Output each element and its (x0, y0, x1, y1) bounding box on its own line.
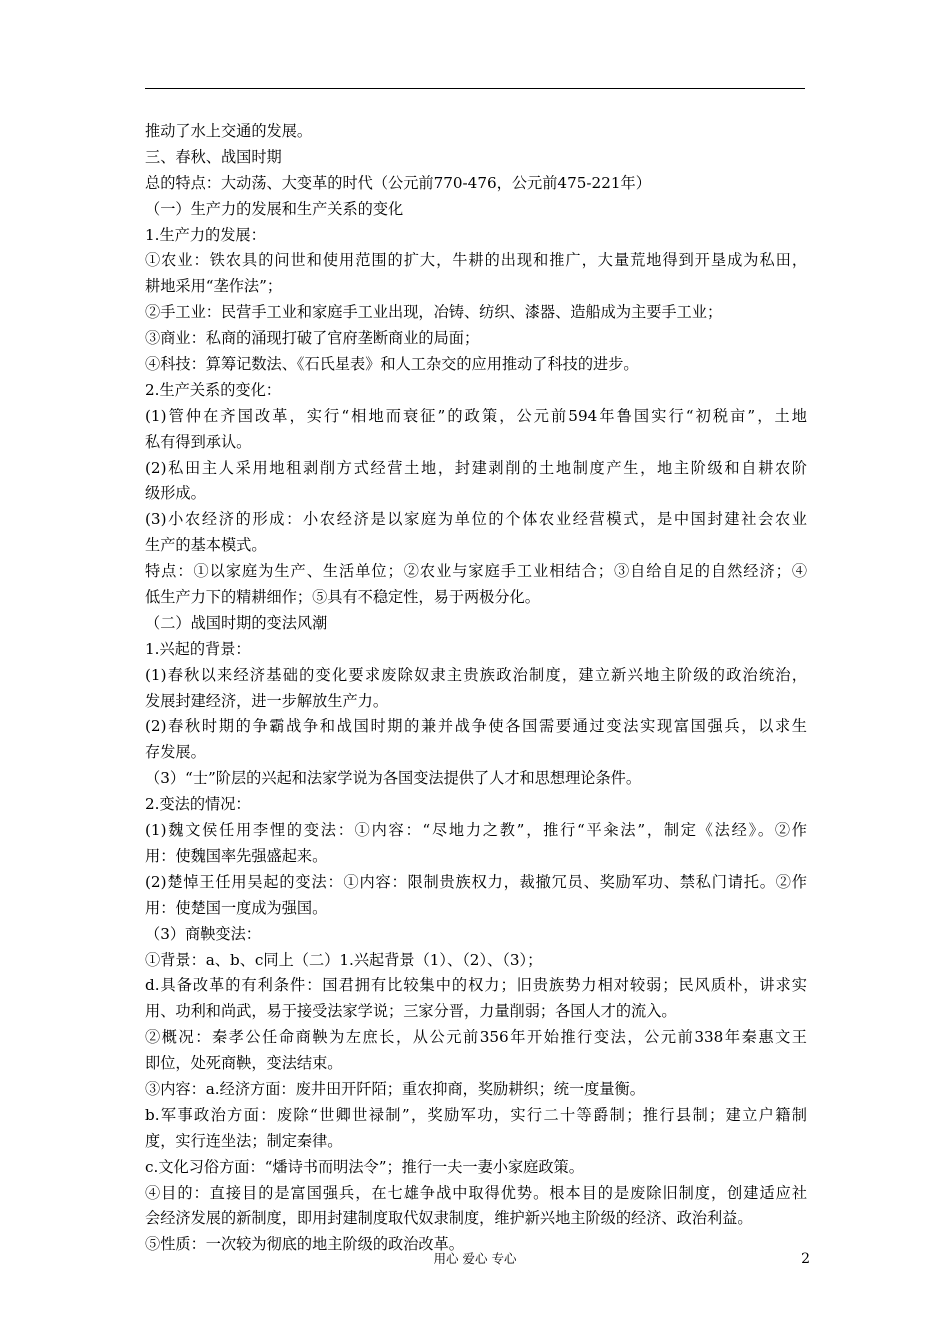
text-line: 度，实行连坐法；制定秦律。 (145, 1131, 343, 1150)
text-line: 生产的基本模式。 (145, 536, 267, 555)
text-line: 级形成。 (145, 484, 206, 503)
text-line: （3）商鞅变法： (145, 924, 261, 943)
text-line: d.具备改革的有利条件：国君拥有比较集中的权力；旧贵族势力相对较弱；民风质朴，讲求实 (145, 976, 807, 995)
text-line: (2)楚悼王任用吴起的变法：①内容：限制贵族权力，裁撤冗员、奖励军功、禁私门请托。②作 (145, 872, 807, 891)
page-footer (0, 1248, 950, 1270)
text-line: （一）生产力的发展和生产关系的变化 (145, 199, 404, 218)
footer-motto: 用心 爱心 专心 (433, 1251, 517, 1266)
text-line: 用、功利和尚武，易于接受法家学说；三家分晋，力量削弱；各国人才的流入。 (145, 1002, 677, 1021)
text-line: 1.生产力的发展： (145, 225, 266, 244)
text-line: 特点：①以家庭为生产、生活单位；②农业与家庭手工业相结合；③自给自足的自然经济；④ (145, 562, 807, 581)
text-line: 即位，处死商鞅，变法结束。 (145, 1054, 343, 1073)
text-line: 用：使魏国率先强盛起来。 (145, 846, 328, 865)
text-line: (1)魏文侯任用李悝的变法：①内容：“尽地力之教”，推行“平籴法”，制定《法经》。②作 (145, 821, 807, 840)
text-line: （3）“士”阶层的兴起和法家学说为各国变法提供了人才和思想理论条件。 (145, 769, 642, 788)
text-line: ④目的：直接目的是富国强兵，在七雄争战中取得优势。根本目的是废除旧制度，创建适应社 (145, 1183, 807, 1202)
text-line: 2.生产关系的变化： (145, 380, 281, 399)
text-line: ④科技：算筹记数法、《石氏星表》和人工杂交的应用推动了科技的进步。 (145, 355, 639, 374)
page-number: 2 (801, 1251, 810, 1267)
text-line: (2)私田主人采用地租剥削方式经营土地，封建剥削的土地制度产生，地主阶级和自耕农阶 (145, 458, 807, 477)
text-line: ⑤性质：一次较为彻底的地主阶级的政治改革。 (145, 1235, 464, 1254)
text-line: ②手工业：民营手工业和家庭手工业出现，冶铸、纺织、漆器、造船成为主要手工业； (145, 303, 723, 322)
text-line: 耕地采用“垄作法”； (145, 277, 283, 296)
text-line: ③内容：a.经济方面：废井田开阡陌；重农抑商，奖励耕织；统一度量衡。 (145, 1079, 645, 1098)
text-line: c.文化习俗方面：“燔诗书而明法令”；推行一夫一妻小家庭政策。 (145, 1157, 584, 1176)
text-line: 私有得到承认。 (145, 432, 252, 451)
text-line: 低生产力下的精耕细作；⑤具有不稳定性，易于两极分化。 (145, 588, 540, 607)
text-line: 存发展。 (145, 743, 206, 762)
text-line: （二）战国时期的变法风潮 (145, 613, 328, 632)
text-line: ②概况：秦孝公任命商鞅为左庶长，从公元前356年开始推行变法，公元前338年秦惠文王 (145, 1028, 807, 1047)
text-line: (2)春秋时期的争霸战争和战国时期的兼并战争使各国需要通过变法实现富国强兵，以求生 (145, 717, 807, 736)
text-line: 2.变法的情况： (145, 795, 251, 814)
text-line: (3)小农经济的形成：小农经济是以家庭为单位的个体农业经营模式，是中国封建社会农业 (145, 510, 807, 529)
text-line: (1)管仲在齐国改革，实行“相地而衰征”的政策，公元前594年鲁国实行“初税亩”，土地 (145, 406, 807, 425)
text-line: 1.兴起的背景： (145, 639, 251, 658)
text-line: ③商业：私商的涌现打破了官府垄断商业的局面； (145, 329, 480, 348)
text-line: 三、春秋、战国时期 (145, 147, 282, 166)
text-line: 推动了水上交通的发展。 (145, 122, 313, 140)
text-line: 会经济发展的新制度，即用封建制度取代奴隶制度，维护新兴地主阶级的经济、政治利益。 (145, 1209, 753, 1228)
text-line: ①背景：a、b、c同上（二）1.兴起背景（1）、（2）、（3）； (145, 950, 543, 969)
header-rule (145, 88, 805, 89)
text-line: (1)春秋以来经济基础的变化要求废除奴隶主贵族政治制度，建立新兴地主阶级的政治统治， (145, 665, 807, 684)
document-body (145, 119, 807, 1258)
text-line: b.军事政治方面：废除“世卿世禄制”，奖励军功，实行二十等爵制；推行县制；建立户籍制 (145, 1105, 807, 1124)
text-line: 发展封建经济，进一步解放生产力。 (145, 691, 388, 710)
text-line: 用：使楚国一度成为强国。 (145, 898, 328, 917)
text-line: ①农业：铁农具的问世和使用范围的扩大，牛耕的出现和推广，大量荒地得到开垦成为私田， (145, 251, 807, 270)
text-line: 总的特点：大动荡、大变革的时代（公元前770-476，公元前475-221年） (145, 173, 651, 192)
